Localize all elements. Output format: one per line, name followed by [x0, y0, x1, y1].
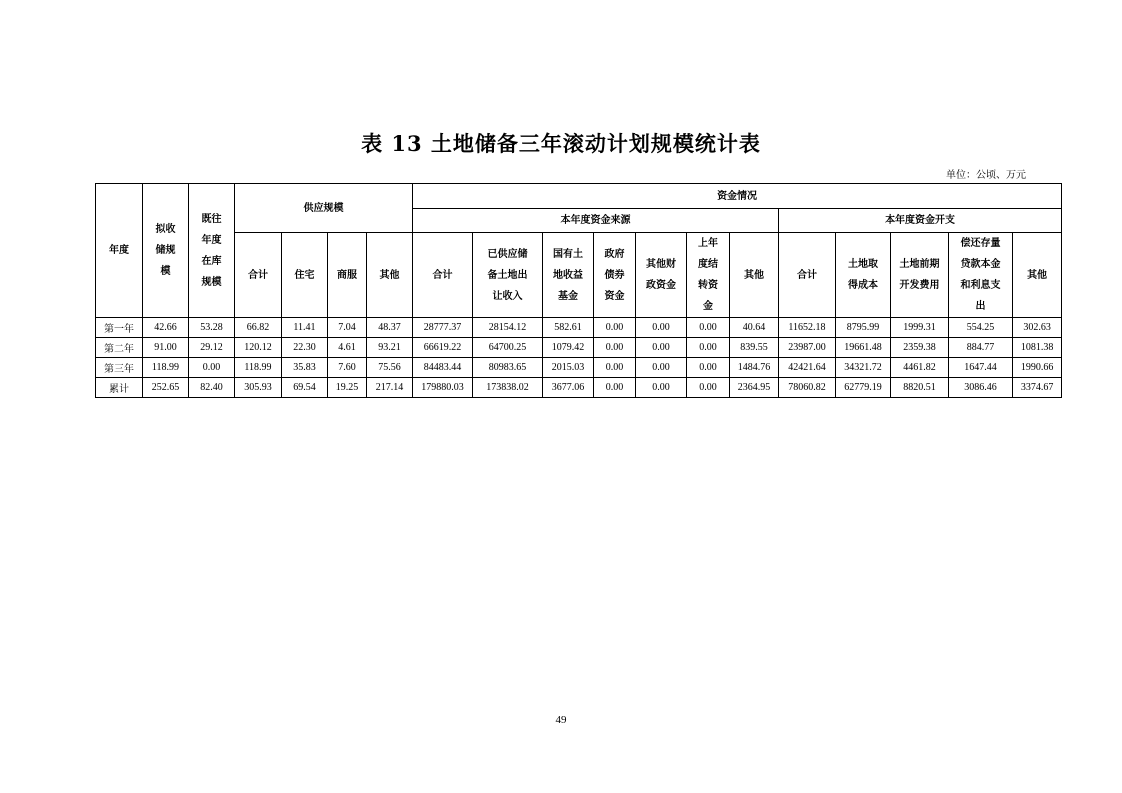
table-cell: 1999.31 [891, 318, 949, 338]
table-cell: 62779.19 [836, 378, 891, 398]
table-cell: 0.00 [594, 378, 636, 398]
header-year: 年度 [96, 184, 143, 318]
table-cell: 1484.76 [730, 358, 779, 378]
subheader-expense-2: 土地前期 开发费用 [891, 233, 949, 318]
table-cell: 120.12 [235, 338, 282, 358]
table-cell: 40.64 [730, 318, 779, 338]
subheader-source-1: 已供应储 备土地出 让收入 [473, 233, 543, 318]
table-cell: 839.55 [730, 338, 779, 358]
table-row [96, 338, 1062, 358]
table-cell: 217.14 [367, 378, 413, 398]
row-label: 第一年 [96, 318, 143, 338]
table-cell: 3086.46 [949, 378, 1013, 398]
table-cell: 554.25 [949, 318, 1013, 338]
table-cell: 2364.95 [730, 378, 779, 398]
table-cell: 93.21 [367, 338, 413, 358]
table-cell: 80983.65 [473, 358, 543, 378]
header-existing: 既往 年度 在库 规模 [189, 184, 235, 318]
table-cell: 35.83 [282, 358, 328, 378]
table-cell: 28154.12 [473, 318, 543, 338]
table-cell: 28777.37 [413, 318, 473, 338]
table-cell: 19661.48 [836, 338, 891, 358]
table-cell: 69.54 [282, 378, 328, 398]
table-cell: 4461.82 [891, 358, 949, 378]
row-label: 累计 [96, 378, 143, 398]
table-cell: 8795.99 [836, 318, 891, 338]
table-cell: 3677.06 [543, 378, 594, 398]
table-cell: 42421.64 [779, 358, 836, 378]
subheader-source-6: 其他 [730, 233, 779, 318]
table-cell: 0.00 [594, 338, 636, 358]
table-cell: 11.41 [282, 318, 328, 338]
table-cell: 0.00 [636, 378, 687, 398]
table-cell: 0.00 [594, 318, 636, 338]
subheader-supply-3: 其他 [367, 233, 413, 318]
subheader-source-3: 政府 债券 资金 [594, 233, 636, 318]
table-title: 表 13 土地储备三年滚动计划规模统计表 [361, 131, 761, 156]
header-source: 本年度资金来源 [413, 209, 779, 233]
table-cell: 252.65 [143, 378, 189, 398]
table-cell: 91.00 [143, 338, 189, 358]
table-cell: 0.00 [687, 338, 730, 358]
table-cell: 118.99 [143, 358, 189, 378]
table-cell: 0.00 [687, 378, 730, 398]
table-cell: 75.56 [367, 358, 413, 378]
table-cell: 0.00 [189, 358, 235, 378]
subheader-expense-1: 土地取 得成本 [836, 233, 891, 318]
table-cell: 1079.42 [543, 338, 594, 358]
table-cell: 78060.82 [779, 378, 836, 398]
table-row [96, 358, 1062, 378]
subheader-supply-2: 商服 [328, 233, 367, 318]
table-cell: 53.28 [189, 318, 235, 338]
table-cell: 23987.00 [779, 338, 836, 358]
table-cell: 11652.18 [779, 318, 836, 338]
header-expense: 本年度资金开支 [779, 209, 1062, 233]
table-cell: 84483.44 [413, 358, 473, 378]
row-label: 第二年 [96, 338, 143, 358]
row-label: 第三年 [96, 358, 143, 378]
subheader-source-2: 国有土 地收益 基金 [543, 233, 594, 318]
table-cell: 19.25 [328, 378, 367, 398]
table-cell: 118.99 [235, 358, 282, 378]
table-cell: 4.61 [328, 338, 367, 358]
table-cell: 302.63 [1013, 318, 1062, 338]
page-number: 49 [555, 714, 567, 726]
table-cell: 0.00 [636, 358, 687, 378]
table-cell: 0.00 [636, 338, 687, 358]
subheader-source-0: 合计 [413, 233, 473, 318]
table-cell: 3374.67 [1013, 378, 1062, 398]
table-cell: 0.00 [636, 318, 687, 338]
subheader-supply-0: 合计 [235, 233, 282, 318]
table-cell: 34321.72 [836, 358, 891, 378]
subheader-source-5: 上年 度结 转资 金 [687, 233, 730, 318]
table-cell: 29.12 [189, 338, 235, 358]
table-cell: 22.30 [282, 338, 328, 358]
table-cell: 7.60 [328, 358, 367, 378]
table-cell: 2359.38 [891, 338, 949, 358]
table-row [96, 318, 1062, 338]
land-reserve-table [95, 183, 1062, 398]
unit-label: 单位：公顷、万元 [946, 170, 1026, 181]
table-cell: 1081.38 [1013, 338, 1062, 358]
header-funds: 资金情况 [413, 184, 1062, 209]
subheader-source-4: 其他财 政资金 [636, 233, 687, 318]
header-planned: 拟收 储规 模 [143, 184, 189, 318]
table-cell: 66619.22 [413, 338, 473, 358]
table-cell: 1990.66 [1013, 358, 1062, 378]
subheader-expense-3: 偿还存量 贷款本金 和利息支 出 [949, 233, 1013, 318]
table-cell: 8820.51 [891, 378, 949, 398]
table-cell: 42.66 [143, 318, 189, 338]
subheader-row [96, 233, 1062, 318]
table-cell: 0.00 [687, 318, 730, 338]
table-cell: 2015.03 [543, 358, 594, 378]
header-supply: 供应规模 [235, 184, 413, 233]
table-cell: 582.61 [543, 318, 594, 338]
table-cell: 82.40 [189, 378, 235, 398]
table-cell: 0.00 [687, 358, 730, 378]
table-cell: 7.04 [328, 318, 367, 338]
table-cell: 179880.03 [413, 378, 473, 398]
table-row [96, 378, 1062, 398]
table-cell: 48.37 [367, 318, 413, 338]
table-cell: 1647.44 [949, 358, 1013, 378]
table-cell: 884.77 [949, 338, 1013, 358]
table-cell: 66.82 [235, 318, 282, 338]
subheader-expense-0: 合计 [779, 233, 836, 318]
table-body [96, 318, 1062, 398]
table-cell: 0.00 [594, 358, 636, 378]
subheader-expense-4: 其他 [1013, 233, 1062, 318]
table-cell: 173838.02 [473, 378, 543, 398]
table-cell: 305.93 [235, 378, 282, 398]
subheader-supply-1: 住宅 [282, 233, 328, 318]
table-cell: 64700.25 [473, 338, 543, 358]
